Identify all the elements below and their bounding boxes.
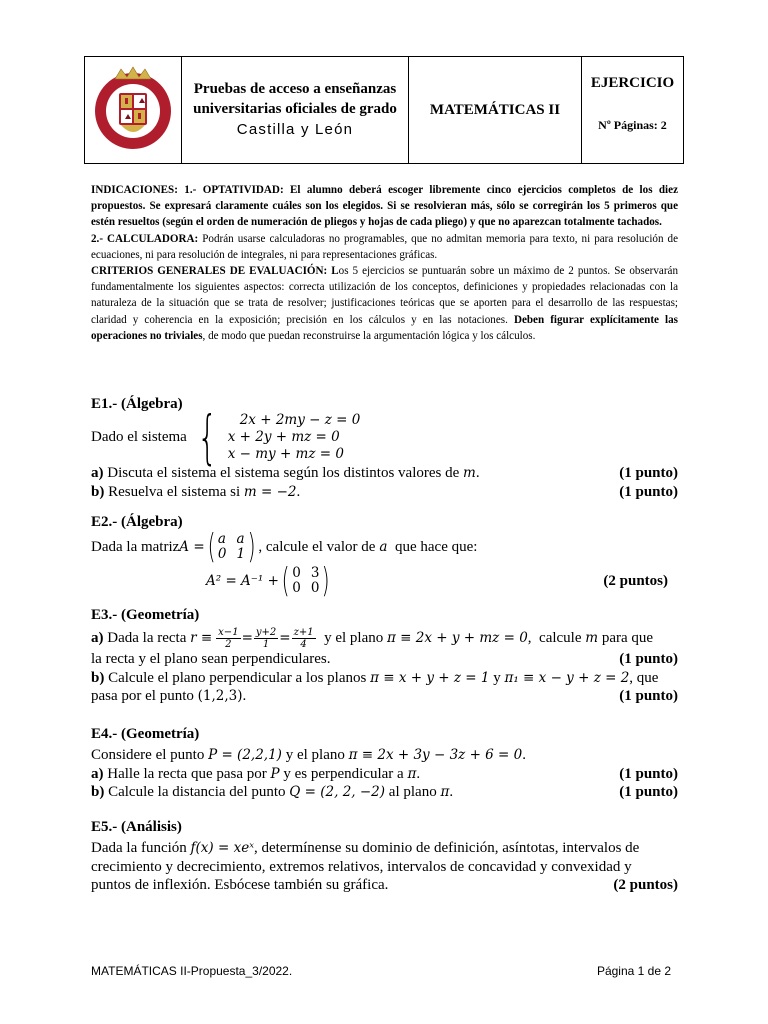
univ-line-3: Castilla y León	[236, 121, 354, 138]
e1-eq2: x + 2y + mz = 0	[227, 428, 340, 445]
e3-b-text2: , que	[629, 669, 659, 686]
ejercicio-label: EJERCICIO	[590, 75, 675, 91]
e2-n12: 3	[310, 565, 320, 581]
e5-line1	[91, 839, 678, 858]
e3-a-line2-text: la recta y el plano sean perpendiculares.	[91, 651, 331, 667]
e3-f2d: 1	[262, 639, 270, 650]
e1-eq3: x − my + mz = 0	[227, 445, 344, 462]
e3-b-point: (1,2,3)	[197, 688, 243, 704]
e4-b-label: b)	[91, 784, 105, 800]
e2-matrix	[205, 527, 259, 567]
indications-p1	[91, 182, 678, 231]
e1-intro: Dado el sistema	[91, 428, 187, 445]
calculadora-label: 2.- CALCULADORA:	[91, 232, 199, 245]
e4-l1-end: .	[522, 747, 527, 763]
page-footer	[91, 964, 671, 978]
e2-matrix-grid	[218, 532, 245, 562]
footer-page-number: Página 1 de 2	[596, 964, 671, 978]
e3-r-lhs: r ≡	[190, 630, 213, 647]
e5-t1: Dada la función	[91, 840, 191, 856]
e2-matrix-b-grid	[292, 566, 319, 596]
e2-points: (2 puntos)	[603, 572, 668, 589]
e3-b-label: b)	[91, 669, 105, 686]
indications-block	[91, 182, 678, 344]
e2-m11: a	[217, 531, 226, 547]
e3-a-points: (1 punto)	[619, 651, 678, 667]
e3-a-text1: Dada la recta	[103, 630, 191, 647]
right-paren: )	[247, 527, 256, 567]
e4-b-points: (1 punto)	[619, 784, 678, 800]
e1-b-end: .	[296, 483, 301, 500]
e3-f1n: x−1	[218, 627, 239, 638]
optatividad-text: INDICACIONES: 1.- OPTATIVIDAD: El alumno deberá escoger libremente cinco ejercicios completos de los diez propuestos. Se expresará claramente cuáles son los elegidos. Si se resolvieran más, sólo se corregirán los 5 primeros que estén resueltos (según el orden de numeración de pliegos y hojas de cada pliego) y que no aparezcan totalmente tachados.	[91, 184, 678, 229]
calculadora-text: Podrán usarse calculadoras no programables, que no admitan memoria para texto, ni para resolución de ecuaciones, ni para resolución de integrales, ni para representaciones gráficas.	[91, 232, 678, 261]
e3-b-points: (1 punto)	[619, 688, 678, 704]
e3-frac-1	[216, 627, 240, 650]
e4-a-points: (1 punto)	[619, 765, 678, 782]
e3-a-label: a)	[91, 630, 104, 647]
e2-var: a	[379, 538, 388, 555]
e2-m21: 0	[217, 546, 227, 562]
e4-part-a	[91, 765, 678, 784]
e3-frac-3	[292, 627, 316, 650]
univ-line-1: Pruebas de acceso a enseñanzas	[193, 81, 397, 97]
e1-title: E1.- (Álgebra)	[91, 396, 183, 412]
e3-b-line2	[91, 687, 678, 706]
e3-b-text1: Calcule el plano perpendicular a los planos	[104, 669, 371, 686]
e4-b-pi: π	[440, 784, 450, 800]
e5-function: f(x) = xeˣ	[190, 840, 254, 856]
e2-intro: Dada la matriz	[91, 538, 180, 555]
e4-a-end: .	[416, 765, 421, 782]
exercise-e4	[91, 725, 678, 802]
e1-b-points: (1 punto)	[619, 483, 678, 500]
e4-l1b: y el plano	[281, 747, 349, 763]
e2-line1	[91, 527, 678, 567]
left-paren: (	[281, 561, 290, 601]
e2-m12: a	[236, 531, 245, 547]
e3-a-line2	[91, 650, 678, 669]
e5-line3-text: puntos de inflexión. Esbócese también su gráfica.	[91, 877, 389, 893]
e2-n11: 0	[292, 565, 301, 581]
e2-equation	[206, 561, 333, 601]
criterios-end: , de modo que puedan reconstruirse la argumentación lógica y los cálculos.	[202, 329, 536, 342]
e3-frac-2	[254, 627, 278, 650]
e4-plane: π ≡ 2x + 3y − 3z + 6 = 0	[348, 747, 523, 763]
e5-title: E5.- (Análisis)	[91, 819, 182, 835]
indications-p3	[91, 263, 678, 344]
indications-p2	[91, 231, 678, 263]
e4-b-Q: Q = (2, 2, −2)	[289, 784, 386, 800]
e3-eq1: =	[241, 630, 253, 647]
e3-a-text4: para que	[598, 630, 654, 647]
e4-a-label: a)	[91, 765, 104, 782]
e1-b-label: b)	[91, 483, 105, 500]
e1-eq1: 2x + 2my − z = 0	[239, 411, 361, 428]
e3-f3n: z+1	[293, 627, 314, 638]
e5-line2: crecimiento y decrecimiento, extremos relativos, intervalos de concavidad y convexidad y	[91, 858, 632, 875]
exercise-e3	[91, 606, 678, 706]
exercise-cell	[582, 57, 684, 164]
e4-a-text1: Halle la recta que pasa por	[103, 765, 271, 782]
e4-point-p: P = (2,2,1)	[208, 747, 282, 763]
e3-a-text2: y el plano	[316, 630, 387, 647]
exercise-e2	[91, 513, 678, 601]
subject-title: MATEMÁTICAS II	[429, 101, 561, 118]
e2-end: que hace que:	[387, 538, 478, 555]
footer-left: MATEMÁTICAS II-Propuesta_3/2022.	[91, 964, 293, 978]
e4-b-text1: Calcule la distancia del punto	[104, 784, 290, 800]
e2-matrix-label: A =	[179, 538, 205, 555]
e4-a-P: P	[270, 765, 280, 782]
e3-b-end: .	[242, 688, 247, 704]
e1-part-a	[91, 464, 678, 483]
e5-line3	[91, 876, 678, 895]
e3-b-line2a: pasa por el punto	[91, 688, 198, 704]
subject-cell	[409, 57, 582, 164]
e4-title: E4.- (Geometría)	[91, 726, 200, 742]
e2-equation-row	[91, 561, 678, 601]
e1-b-text: Resuelva el sistema si	[104, 483, 244, 500]
e1-a-label: a)	[91, 465, 104, 481]
e3-f2n: y+2	[255, 627, 277, 638]
e2-n21: 0	[292, 580, 301, 596]
e3-f3d: 4	[300, 639, 307, 650]
university-coat-of-arms	[91, 63, 175, 153]
e3-a-line1	[91, 627, 678, 650]
e1-a-text: Discuta el sistema el sistema según los distintos valores de	[103, 465, 464, 481]
e3-b-plane1: π ≡ x + y + z = 1	[370, 669, 490, 686]
e1-part-b	[91, 483, 678, 502]
e3-a-text3: , calcule	[527, 630, 586, 647]
e4-part-b	[91, 783, 678, 802]
e2-mid: , calcule el valor de	[258, 538, 376, 555]
e3-b-plane2: π₁ ≡ x − y + z = 2	[504, 669, 630, 686]
e2-n22: 0	[310, 580, 320, 596]
e3-f1d: 2	[225, 639, 232, 650]
e1-a-points: (1 punto)	[619, 465, 678, 481]
e2-matrix-b	[279, 561, 333, 601]
header-table	[84, 56, 684, 164]
university-cell	[182, 57, 409, 164]
criterios-label: CRITERIOS GENERALES DE EVALUACIÓN: L	[91, 265, 339, 278]
exercise-e5	[91, 818, 678, 895]
criterios-bold: Deben figurar explícitamente las operaciones no triviales	[91, 313, 678, 342]
e4-a-pi: π	[407, 765, 417, 782]
criterios-text: os 5 ejercicios se puntuarán sobre un máximo de 2 puntos. Se observarán fundamentalmente los siguientes aspectos: correcta utilización de los conceptos, definiciones y propiedades relacionadas con la naturaleza de la situación que se trata de resolver; justificaciones teóricas que se aporten para el desarrollo de las respuestas; claridad y coherencia en la exposición; precisión en los cálculos y en las notaciones.	[91, 265, 678, 326]
e1-system-eqs	[187, 403, 361, 471]
e4-b-end: .	[449, 784, 454, 800]
e4-line1	[91, 746, 678, 765]
e5-t2: , determínense su dominio de definición, asíntotas, intervalos de	[253, 840, 640, 856]
e1-a-end: .	[475, 465, 480, 481]
e3-b-line1	[91, 669, 678, 688]
e3-var-m: m	[585, 630, 599, 647]
right-paren: )	[322, 561, 331, 601]
e2-m22: 1	[236, 546, 246, 562]
e2-title: E2.- (Álgebra)	[91, 514, 183, 530]
e1-a-var: m	[463, 465, 476, 481]
logo-cell	[85, 57, 182, 164]
e4-l1a: Considere el punto	[91, 747, 209, 763]
e3-title: E3.- (Geometría)	[91, 607, 200, 623]
e5-points: (2 puntos)	[613, 877, 678, 893]
e1-equations	[228, 412, 361, 463]
e4-a-text2: y es perpendicular a	[279, 765, 408, 782]
exercise-e1	[91, 395, 678, 501]
left-brace: {	[197, 403, 218, 471]
e3-b-y: y	[489, 669, 505, 686]
e3-plane: π ≡ 2x + y + mz = 0	[387, 630, 528, 647]
e2-eq-lhs: A² = A⁻¹ +	[206, 572, 279, 589]
page-count: Nº Páginas: 2	[598, 118, 667, 132]
univ-line-2: universitarias oficiales de grado	[193, 101, 397, 117]
left-paren: (	[207, 527, 216, 567]
e3-eq2: =	[279, 630, 291, 647]
e4-b-text2: al plano	[385, 784, 441, 800]
e1-b-math: m = −2	[243, 483, 297, 500]
